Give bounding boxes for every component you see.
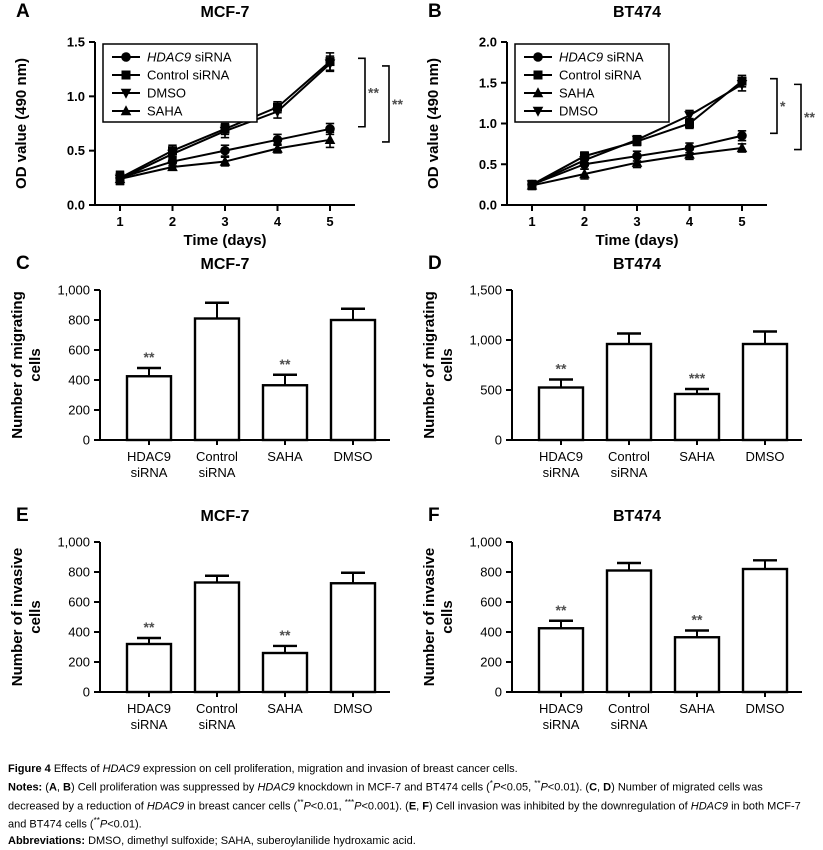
svg-text:4: 4 — [685, 214, 694, 229]
panel-c-label: C — [16, 253, 30, 274]
svg-text:Control: Control — [608, 701, 650, 716]
svg-text:cells: cells — [439, 348, 456, 382]
panel-e-title: MCF-7 — [200, 508, 250, 525]
svg-text:DMSO: DMSO — [559, 103, 598, 119]
panel-d — [412, 252, 823, 504]
panel-e — [0, 504, 412, 756]
svg-text:SAHA: SAHA — [267, 701, 303, 716]
svg-text:0.0: 0.0 — [478, 197, 497, 213]
svg-text:**: ** — [279, 626, 291, 643]
svg-text:1.5: 1.5 — [66, 34, 85, 50]
svg-text:800: 800 — [480, 564, 502, 580]
svg-text:2: 2 — [168, 214, 177, 229]
panel-f — [412, 504, 823, 756]
svg-text:600: 600 — [68, 594, 90, 610]
panel-a-title: MCF-7 — [200, 4, 250, 21]
panel-d-bar-chart — [412, 276, 823, 502]
panel-c-bar-chart — [0, 276, 412, 502]
svg-text:400: 400 — [480, 624, 502, 640]
svg-text:DMSO: DMSO — [147, 85, 186, 101]
svg-text:1,000: 1,000 — [469, 332, 502, 348]
svg-text:Time (days): Time (days) — [595, 232, 679, 249]
svg-text:**: ** — [279, 355, 291, 372]
svg-text:5: 5 — [326, 214, 334, 229]
svg-text:3: 3 — [633, 214, 641, 229]
svg-text:cells: cells — [27, 600, 44, 634]
panel-b-label: B — [428, 1, 442, 22]
svg-text:Control: Control — [196, 449, 238, 464]
panel-e-label: E — [16, 505, 29, 526]
caption-paragraph: Notes: (A, B) Cell proliferation was suppressed by HDAC9 knockdown in MCF-7 and BT474 cells (*P<0.05, **P<0.01). (C, D) Number of migrated cells was decreased by a reduction of HDAC9 in breast cancer cells (**P<0.01, ***P<0.001). (E, F) Cell invasion was inhibited by the downregulation of HDAC9 in both MCF-7 and BT474 cells (**P<0.01). — [8, 778, 801, 831]
svg-text:600: 600 — [480, 594, 502, 610]
svg-text:1,500: 1,500 — [469, 282, 502, 298]
figure-caption — [0, 756, 823, 850]
panel-f-bar-chart — [412, 528, 823, 754]
svg-text:5: 5 — [738, 214, 746, 229]
svg-text:**: ** — [555, 601, 567, 618]
svg-text:*: * — [780, 97, 786, 114]
svg-text:SAHA: SAHA — [147, 103, 183, 119]
svg-text:200: 200 — [68, 654, 90, 670]
svg-text:1: 1 — [528, 214, 536, 229]
svg-text:HDAC9: HDAC9 — [538, 449, 584, 464]
svg-text:DMSO: DMSO — [333, 701, 373, 716]
svg-text:siRNA: siRNA — [130, 717, 168, 732]
svg-text:Number of invasive: Number of invasive — [421, 547, 438, 687]
caption-paragraph: Abbreviations: DMSO, dimethyl sulfoxide; SAHA, suberoylanilide hydroxamic acid. — [8, 834, 416, 847]
svg-text:siRNA: siRNA — [610, 717, 648, 732]
svg-text:Control: Control — [608, 449, 650, 464]
panel-b-line-chart — [412, 24, 823, 250]
svg-text:0.5: 0.5 — [478, 156, 497, 172]
panel-a — [0, 0, 412, 252]
svg-text:Number of invasive: Number of invasive — [9, 547, 26, 687]
svg-text:600: 600 — [68, 342, 90, 358]
svg-text:**: ** — [555, 360, 567, 377]
svg-text:Control: Control — [196, 701, 238, 716]
panel-e-bar-chart — [0, 528, 412, 754]
svg-text:SAHA: SAHA — [679, 701, 715, 716]
svg-text:0.0: 0.0 — [66, 197, 85, 213]
svg-text:1,000: 1,000 — [57, 534, 90, 550]
svg-text:0: 0 — [494, 432, 502, 448]
svg-text:**: ** — [143, 349, 155, 365]
svg-text:siRNA: siRNA — [130, 465, 168, 480]
svg-text:HDAC9: HDAC9 — [126, 449, 172, 464]
svg-text:0.5: 0.5 — [66, 143, 85, 159]
svg-text:siRNA: siRNA — [198, 717, 236, 732]
svg-text:800: 800 — [68, 312, 90, 328]
svg-text:**: ** — [691, 611, 703, 628]
panel-d-title: BT474 — [612, 256, 662, 273]
svg-text:**: ** — [368, 84, 379, 101]
svg-text:Number of migrating: Number of migrating — [421, 291, 438, 439]
svg-text:1.0: 1.0 — [478, 116, 497, 131]
svg-text:***: *** — [688, 370, 706, 386]
panel-c-title: MCF-7 — [200, 256, 250, 273]
panel-d-label: D — [428, 253, 442, 274]
svg-text:1,000: 1,000 — [57, 282, 90, 298]
svg-text:HDAC9: HDAC9 — [126, 701, 172, 716]
svg-text:siRNA: siRNA — [542, 717, 580, 732]
panel-a-label: A — [16, 1, 30, 22]
svg-text:200: 200 — [480, 654, 502, 670]
svg-text:siRNA: siRNA — [542, 465, 580, 480]
svg-text:1.0: 1.0 — [66, 88, 85, 104]
svg-text:HDAC9 siRNA: HDAC9 siRNA — [559, 49, 644, 65]
svg-text:HDAC9: HDAC9 — [538, 701, 584, 716]
svg-text:HDAC9 siRNA: HDAC9 siRNA — [147, 49, 232, 65]
panel-b — [412, 0, 823, 252]
caption-paragraph: Figure 4 Effects of HDAC9 expression on cell proliferation, migration and invasion of breast cancer cells. — [8, 763, 518, 775]
svg-text:500: 500 — [480, 382, 502, 398]
svg-text:1,000: 1,000 — [469, 534, 502, 550]
svg-text:**: ** — [392, 95, 403, 112]
panel-a-line-chart — [0, 24, 412, 250]
svg-text:SAHA: SAHA — [267, 449, 303, 464]
svg-text:2: 2 — [580, 214, 589, 229]
svg-text:DMSO: DMSO — [745, 449, 785, 464]
svg-text:0: 0 — [494, 684, 502, 700]
svg-text:siRNA: siRNA — [198, 465, 236, 480]
panel-c — [0, 252, 412, 504]
svg-text:Number of migrating: Number of migrating — [9, 291, 26, 439]
svg-text:**: ** — [143, 619, 155, 635]
svg-text:Time (days): Time (days) — [183, 232, 267, 249]
svg-text:DMSO: DMSO — [745, 701, 785, 716]
svg-text:DMSO: DMSO — [333, 449, 373, 464]
svg-text:3: 3 — [221, 214, 229, 229]
svg-text:Control siRNA: Control siRNA — [559, 67, 642, 83]
svg-text:cells: cells — [439, 600, 456, 634]
svg-text:siRNA: siRNA — [610, 465, 648, 480]
panel-b-title: BT474 — [612, 4, 662, 21]
svg-text:SAHA: SAHA — [559, 85, 595, 101]
svg-text:SAHA: SAHA — [679, 449, 715, 464]
svg-text:200: 200 — [68, 402, 90, 418]
svg-text:0: 0 — [82, 432, 90, 448]
svg-text:1.5: 1.5 — [478, 75, 497, 91]
panel-f-label: F — [428, 505, 440, 526]
svg-text:0: 0 — [82, 684, 90, 700]
panel-f-title: BT474 — [612, 508, 662, 525]
svg-text:800: 800 — [68, 564, 90, 580]
svg-text:4: 4 — [273, 214, 282, 229]
svg-text:OD value (490 nm): OD value (490 nm) — [13, 58, 30, 189]
svg-text:**: ** — [804, 108, 815, 125]
svg-text:Control siRNA: Control siRNA — [147, 67, 230, 83]
svg-text:400: 400 — [68, 372, 90, 388]
svg-text:2.0: 2.0 — [478, 34, 497, 50]
svg-text:400: 400 — [68, 624, 90, 640]
svg-text:OD value (490 nm): OD value (490 nm) — [425, 58, 442, 189]
svg-text:1: 1 — [116, 214, 124, 229]
svg-text:cells: cells — [27, 348, 44, 382]
